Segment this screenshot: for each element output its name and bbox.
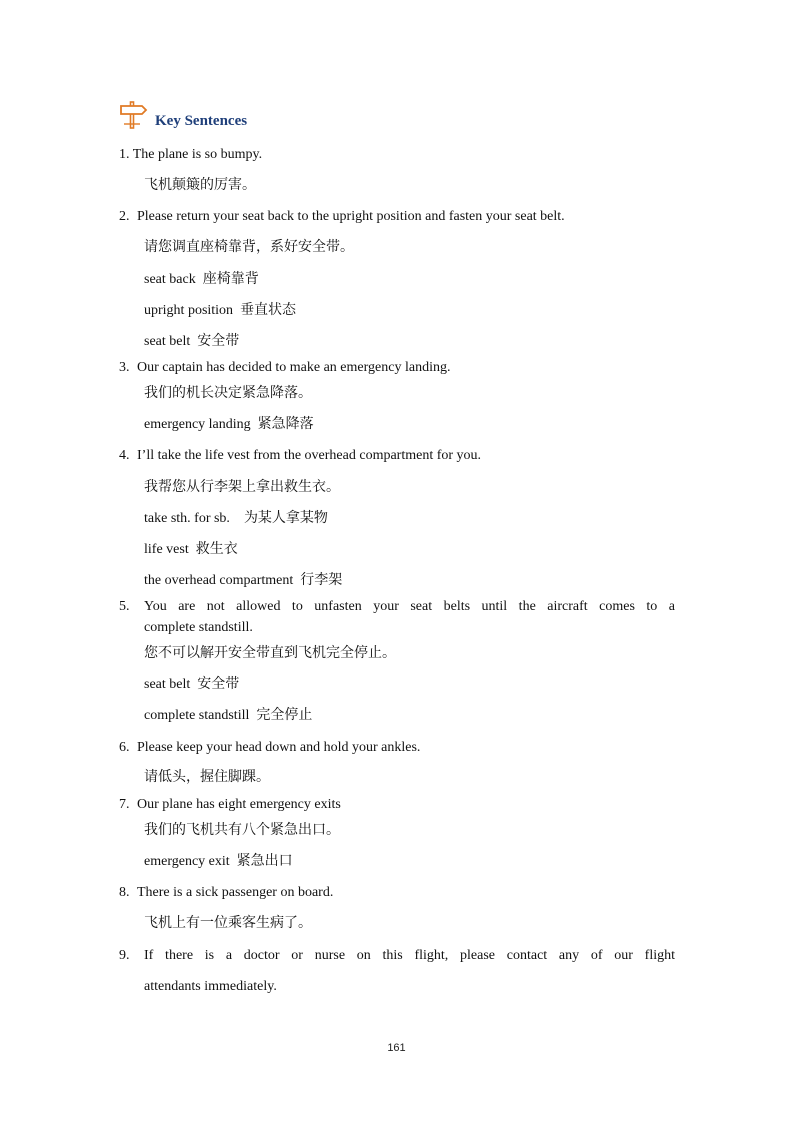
sentence-en-line-2: complete standstill. — [144, 620, 253, 635]
sentence-4 — [119, 447, 481, 465]
sentence-en-line-2: attendants immediately. — [144, 979, 277, 994]
term-zh: 救生衣 — [195, 541, 238, 557]
term-zh: 垂直状态 — [240, 302, 297, 318]
term-zh: 紧急出口 — [236, 853, 293, 869]
term-row — [144, 571, 342, 590]
sentence-7 — [119, 796, 341, 814]
sentence-en: Our plane has eight emergency exits — [137, 797, 341, 812]
sentence-number: 5. — [119, 599, 130, 614]
sentence-en-line-1: You are not allowed to unfasten your seat belts until the aircraft comes to a — [144, 599, 675, 614]
sentence-en: The plane is so bumpy. — [132, 147, 263, 162]
sentence-en: I’ll take the life vest from the overhead compartment for you. — [137, 448, 482, 463]
term-en: emergency exit — [144, 854, 230, 869]
term-en: life vest — [144, 542, 189, 557]
term-en: upright position — [144, 303, 234, 318]
sentence-2 — [119, 208, 565, 226]
sentence-en: Please return your seat back to the upright position and fasten your seat belt. — [137, 209, 565, 224]
term-zh: 安全带 — [197, 676, 240, 692]
sentence-number: 1. — [119, 147, 130, 162]
term-row — [144, 852, 293, 871]
term-zh: 座椅靠背 — [202, 271, 259, 287]
sentence-en: Please keep your head down and hold your ankles. — [137, 740, 421, 755]
sentence-number: 4. — [119, 448, 130, 463]
translation-1: 飞机颠簸的厉害。 — [144, 177, 256, 193]
term-row — [144, 332, 239, 351]
sentence-1 — [119, 146, 262, 164]
term-row — [144, 270, 259, 289]
term-zh: 为某人拿某物 — [243, 510, 328, 526]
term-row — [144, 540, 238, 559]
term-zh: 行李架 — [300, 572, 343, 588]
sentence-5 — [119, 598, 130, 616]
term-en: seat belt — [144, 334, 191, 349]
sentence-6 — [119, 739, 420, 757]
sentence-en: Our captain has decided to make an emergency landing. — [137, 360, 451, 375]
sentence-number: 2. — [119, 209, 130, 224]
translation-5: 您不可以解开安全带直到飞机完全停止。 — [144, 645, 396, 661]
translation-4: 我帮您从行李架上拿出救生衣。 — [144, 479, 340, 495]
term-zh: 安全带 — [197, 333, 240, 349]
sentence-9 — [119, 947, 130, 965]
term-row — [144, 301, 296, 320]
translation-2: 请您调直座椅靠背，系好安全带。 — [144, 239, 354, 255]
term-en: the overhead compartment — [144, 573, 294, 588]
page-number: 161 — [387, 1042, 406, 1054]
term-en: emergency landing — [144, 417, 251, 432]
translation-8: 飞机上有一位乘客生病了。 — [144, 915, 312, 931]
sentence-number: 7. — [119, 797, 130, 812]
term-row — [144, 706, 312, 725]
term-row — [144, 415, 314, 434]
section-title: Key Sentences — [155, 113, 248, 129]
sentence-3 — [119, 359, 450, 377]
sentence-8 — [119, 884, 333, 902]
sentence-en-line-1: If there is a doctor or nurse on this flight, please contact any of our flight — [144, 948, 675, 963]
sentence-number: 9. — [119, 948, 130, 963]
sentence-en: There is a sick passenger on board. — [137, 885, 334, 900]
term-en: take sth. for sb. — [144, 511, 230, 526]
term-en: complete standstill — [144, 708, 250, 723]
sentence-number: 6. — [119, 740, 130, 755]
term-zh: 紧急降落 — [257, 416, 314, 432]
term-row — [144, 509, 328, 528]
signpost-icon — [118, 100, 148, 130]
term-row — [144, 675, 239, 694]
term-en: seat back — [144, 272, 196, 287]
translation-6: 请低头，握住脚踝。 — [144, 769, 270, 785]
translation-3: 我们的机长决定紧急降落。 — [144, 385, 312, 401]
sentence-number: 3. — [119, 360, 130, 375]
term-en: seat belt — [144, 677, 191, 692]
sentence-number: 8. — [119, 885, 130, 900]
term-zh: 完全停止 — [256, 707, 313, 723]
translation-7: 我们的飞机共有八个紧急出口。 — [144, 822, 340, 838]
